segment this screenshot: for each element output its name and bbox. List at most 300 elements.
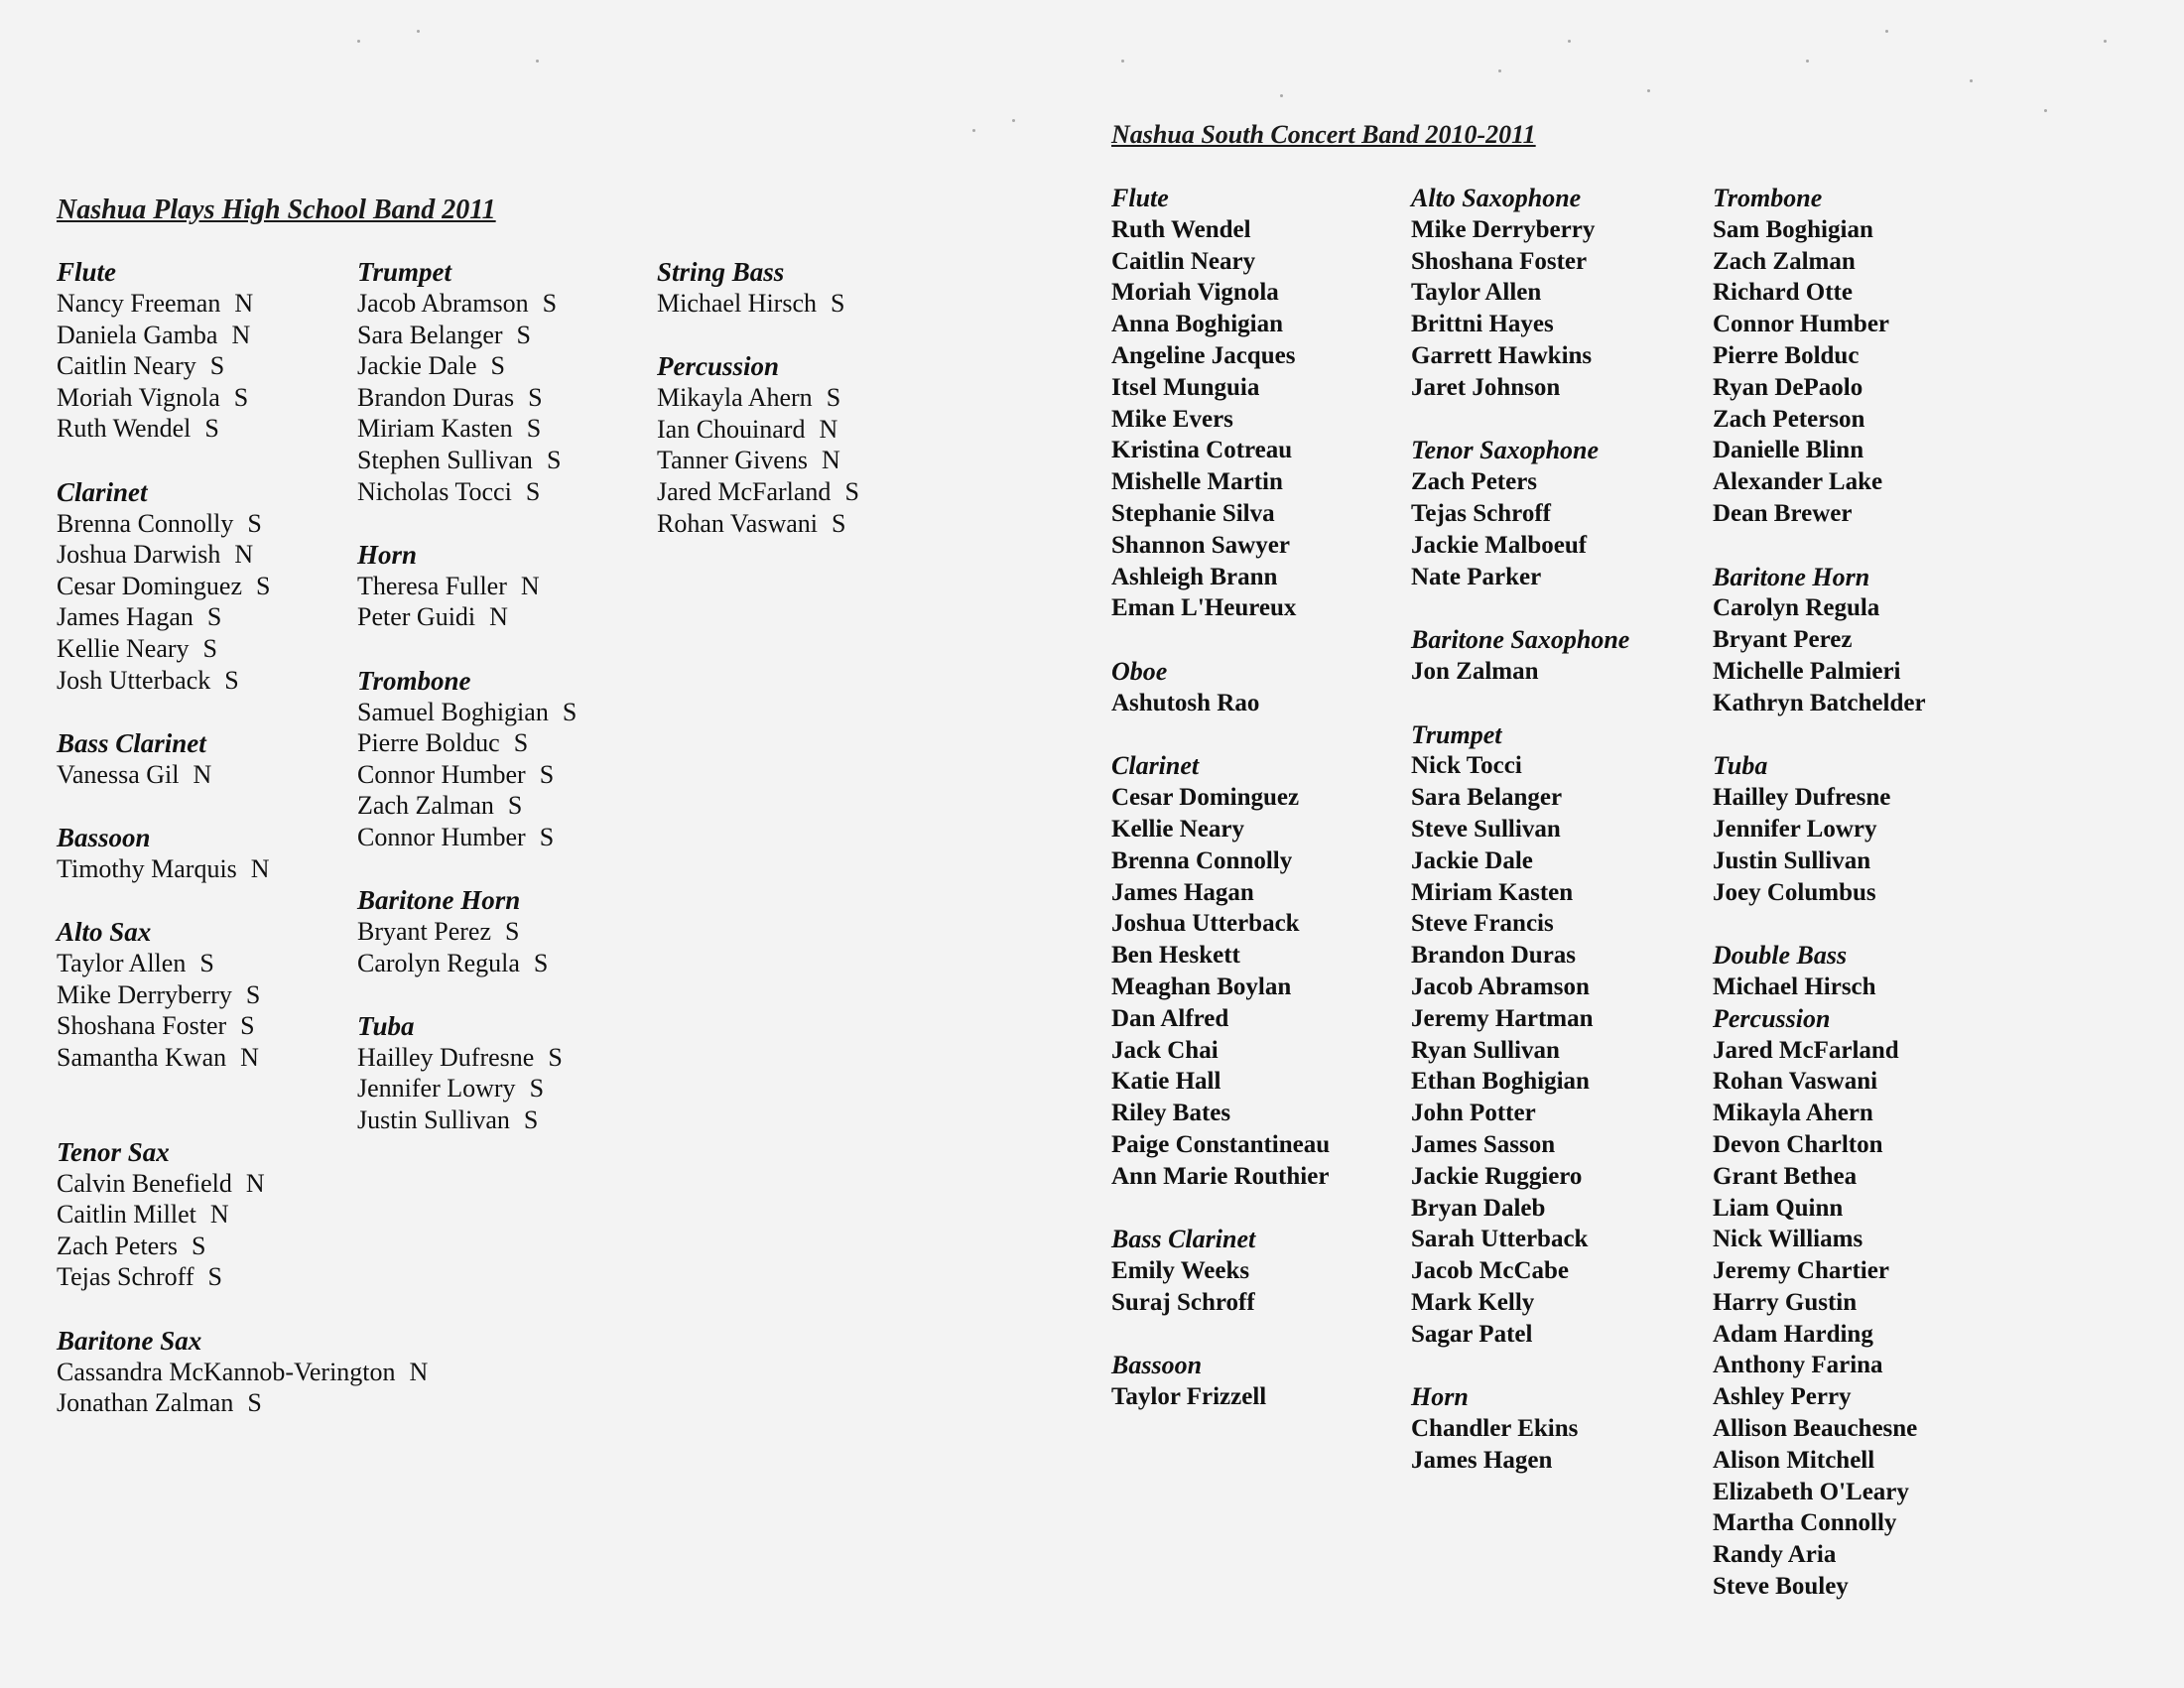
- print-speck: [1498, 69, 1501, 72]
- print-speck: [1121, 60, 1124, 63]
- member-name: Anthony Farina: [1713, 1352, 1883, 1379]
- member-name: Steve Sullivan: [1411, 815, 1561, 843]
- section-heading: Trombone: [357, 665, 471, 696]
- section-clarinet: [57, 476, 354, 697]
- member-name: Anna Boghigian: [1111, 311, 1283, 338]
- school-code: S: [516, 320, 532, 349]
- member-name: Steve Francis: [1411, 910, 1554, 938]
- school-code: S: [533, 948, 549, 977]
- member-name: Devon Charlton: [1713, 1130, 1883, 1158]
- section-alto-sax: [57, 916, 354, 1073]
- roster-entry: [57, 1042, 354, 1074]
- school-code: N: [409, 1357, 429, 1386]
- section-heading: Tuba: [357, 1010, 415, 1041]
- member-name: Jared McFarland: [657, 476, 832, 506]
- section-trumpet: [357, 256, 655, 507]
- member-name: Justin Sullivan: [1713, 846, 1871, 874]
- member-name: Allison Beauchesne: [1713, 1415, 1918, 1443]
- member-name: Taylor Allen: [1411, 279, 1542, 307]
- member-name: Garrett Hawkins: [1411, 341, 1593, 369]
- roster-entry: [357, 916, 655, 948]
- right-column-2: [1411, 183, 1709, 1477]
- member-name: Timothy Marquis: [57, 853, 237, 883]
- school-code: N: [231, 320, 251, 349]
- member-name: Pierre Bolduc: [1713, 341, 1860, 369]
- member-name: Brandon Duras: [357, 382, 515, 412]
- member-name: Mike Evers: [1111, 405, 1233, 433]
- member-name: Jonathan Zalman: [57, 1388, 234, 1418]
- member-name: Joshua Darwish: [57, 540, 221, 570]
- member-name: Ashley Perry: [1713, 1383, 1852, 1411]
- section-heading: String Bass: [657, 257, 785, 287]
- section-spacer: [1713, 908, 2010, 940]
- school-code: S: [202, 633, 218, 663]
- school-code: S: [247, 508, 262, 538]
- roster-entry: [357, 320, 655, 351]
- member-name: Theresa Fuller: [357, 571, 507, 600]
- member-name: Dan Alfred: [1111, 1004, 1229, 1032]
- member-name: Jennifer Lowry: [357, 1074, 516, 1104]
- section-heading: Baritone Horn: [1713, 562, 1870, 591]
- roster-entry: [57, 1231, 354, 1262]
- member-name: Rohan Vaswani: [657, 508, 819, 538]
- school-code: N: [240, 1042, 259, 1072]
- member-name: Tanner Givens: [657, 446, 808, 475]
- section-heading: Oboe: [1111, 656, 1168, 686]
- member-name: Jared McFarland: [1713, 1036, 1899, 1064]
- roster-entry: [57, 571, 354, 602]
- roster-entry: [357, 476, 655, 508]
- section-spacer: [57, 1073, 354, 1104]
- section-heading: Bassoon: [1111, 1351, 1203, 1380]
- section-spacer: [57, 696, 354, 727]
- section-horn: [1411, 1381, 1709, 1476]
- school-code: N: [209, 1200, 229, 1230]
- print-speck: [536, 60, 539, 63]
- section-spacer: [1411, 592, 1709, 624]
- member-name: Michael Hirsch: [657, 289, 818, 318]
- member-name: Randy Aria: [1713, 1541, 1837, 1569]
- member-name: Rohan Vaswani: [1713, 1068, 1878, 1096]
- member-name: Kristina Cotreau: [1111, 437, 1293, 464]
- member-name: Alexander Lake: [1713, 468, 1883, 496]
- school-code: S: [247, 1388, 262, 1418]
- roster-entry: [357, 1042, 655, 1074]
- section-heading: Trumpet: [357, 257, 452, 287]
- member-name: Taylor Allen: [57, 949, 187, 978]
- section-heading: Flute: [57, 257, 117, 287]
- member-name: Brenna Connolly: [57, 508, 234, 538]
- section-heading: Trombone: [1713, 184, 1823, 212]
- section-bassoon: [1111, 1350, 1409, 1413]
- school-code: S: [207, 1262, 222, 1292]
- member-name: Adam Harding: [1713, 1320, 1873, 1348]
- member-name: Zach Peters: [57, 1231, 179, 1260]
- print-speck: [1806, 60, 1809, 63]
- member-name: Carolyn Regula: [1713, 594, 1880, 622]
- member-name: Ann Marie Routhier: [1111, 1162, 1330, 1190]
- member-name: Ruth Wendel: [1111, 215, 1251, 243]
- right-column-3: [1713, 183, 2010, 1603]
- member-name: Jennifer Lowry: [1713, 815, 1877, 843]
- section-trombone: [357, 665, 655, 853]
- member-name: Jeremy Chartier: [1713, 1257, 1889, 1285]
- member-name: Nate Parker: [1411, 563, 1542, 590]
- member-name: Caitlin Millet: [57, 1200, 196, 1230]
- school-code: S: [233, 382, 249, 412]
- member-name: Meaghan Boylan: [1111, 973, 1292, 1000]
- section-heading: Alto Sax: [57, 917, 152, 948]
- member-name: James Hagan: [1111, 878, 1254, 906]
- member-name: Jon Zalman: [1411, 657, 1539, 685]
- print-speck: [1568, 40, 1571, 43]
- section-tuba: [1713, 750, 2010, 908]
- roster-entry: [357, 727, 655, 759]
- school-code: N: [821, 446, 840, 475]
- member-name: Zach Peters: [1411, 468, 1538, 496]
- member-name: Shoshana Foster: [57, 1011, 227, 1041]
- section-trombone: [1713, 183, 2010, 530]
- roster-entry: [57, 1199, 354, 1231]
- section-heading: Tenor Saxophone: [1411, 436, 1600, 465]
- print-speck: [417, 30, 420, 33]
- section-heading: Baritone Horn: [357, 885, 521, 916]
- member-name: Vanessa Gil: [57, 759, 180, 789]
- school-code: S: [490, 351, 506, 381]
- section-heading: Clarinet: [57, 476, 148, 507]
- member-name: Angeline Jacques: [1111, 341, 1296, 369]
- roster-entry: [357, 571, 655, 602]
- roster-entry: [657, 382, 955, 414]
- section-spacer: [1111, 1319, 1409, 1351]
- member-name: Mark Kelly: [1411, 1288, 1535, 1316]
- member-name: Mike Derryberry: [57, 979, 232, 1009]
- member-name: Caitlin Neary: [57, 351, 196, 381]
- member-name: Miriam Kasten: [1411, 878, 1574, 906]
- member-name: Jackie Dale: [357, 351, 477, 381]
- left-column-3: [657, 256, 955, 539]
- member-name: Suraj Schroff: [1111, 1288, 1255, 1316]
- member-name: Richard Otte: [1713, 279, 1853, 307]
- school-code: S: [245, 979, 261, 1009]
- roster-entry: [57, 1261, 354, 1293]
- member-name: Sara Belanger: [357, 320, 503, 349]
- member-name: Josh Utterback: [57, 665, 211, 695]
- section-heading: Flute: [1111, 184, 1169, 212]
- member-name: Brenna Connolly: [1111, 846, 1293, 874]
- member-name: John Potter: [1411, 1100, 1536, 1127]
- section-double-bass: [1713, 940, 2010, 1003]
- school-code: S: [826, 383, 841, 413]
- member-name: Jaret Johnson: [1411, 373, 1561, 401]
- member-name: Samuel Boghigian: [357, 697, 549, 726]
- section-heading: Horn: [1411, 1382, 1469, 1412]
- member-name: Ben Heskett: [1111, 942, 1240, 970]
- member-name: Ruth Wendel: [57, 414, 192, 444]
- member-name: Brandon Duras: [1411, 942, 1577, 970]
- school-code: S: [256, 571, 271, 600]
- member-name: Sarah Utterback: [1411, 1226, 1589, 1253]
- section-spacer: [57, 1104, 354, 1136]
- section-percussion: [1713, 1003, 2010, 1603]
- member-name: Martha Connolly: [1713, 1509, 1897, 1537]
- member-name: Ashutosh Rao: [1111, 689, 1260, 716]
- section-heading: Bass Clarinet: [57, 727, 206, 758]
- member-name: Cesar Dominguez: [1111, 784, 1300, 812]
- section-spacer: [1111, 719, 1409, 751]
- section-horn: [357, 539, 655, 633]
- roster-entry: [357, 1104, 655, 1136]
- section-tenor-saxophone: [1411, 435, 1709, 592]
- member-name: Cassandra McKannob-Verington: [57, 1357, 396, 1386]
- member-name: Brittni Hayes: [1411, 311, 1554, 338]
- section-alto-saxophone: [1411, 183, 1709, 404]
- section-trumpet: [1411, 719, 1709, 1351]
- section-heading: Percussion: [657, 351, 780, 382]
- school-code: S: [507, 791, 523, 821]
- section-spacer: [357, 978, 655, 1010]
- member-name: Ryan DePaolo: [1713, 373, 1863, 401]
- member-name: Grant Bethea: [1713, 1162, 1858, 1190]
- school-code: N: [489, 602, 508, 632]
- member-name: Shannon Sawyer: [1111, 531, 1290, 559]
- member-name: Ryan Sullivan: [1411, 1036, 1560, 1064]
- member-name: Caitlin Neary: [1111, 247, 1256, 275]
- roster-entry: [57, 665, 354, 697]
- member-name: Eman L'Heureux: [1111, 594, 1297, 622]
- print-speck: [1970, 79, 1973, 82]
- section-spacer: [57, 790, 354, 822]
- print-speck: [2104, 40, 2107, 43]
- section-spacer: [1411, 404, 1709, 436]
- member-name: Ian Chouinard: [657, 414, 806, 444]
- member-name: Joey Columbus: [1713, 878, 1876, 906]
- member-name: Jacob Abramson: [1411, 973, 1590, 1000]
- roster-entry: [57, 601, 354, 633]
- print-speck: [1647, 89, 1650, 92]
- member-name: Nick Williams: [1713, 1226, 1863, 1253]
- roster-entry: [57, 853, 354, 885]
- roster-entry: [57, 1010, 354, 1042]
- roster-entry: [57, 508, 354, 540]
- section-spacer: [1111, 624, 1409, 656]
- member-name: Samantha Kwan: [57, 1042, 227, 1072]
- member-name: Steve Bouley: [1713, 1573, 1849, 1601]
- roster-entry: [57, 633, 354, 665]
- section-heading: Bassoon: [57, 822, 151, 852]
- member-name: Jackie Dale: [1411, 846, 1533, 874]
- member-name: Itsel Munguia: [1111, 373, 1260, 401]
- member-name: Moriah Vignola: [1111, 279, 1279, 307]
- section-bass-clarinet: [1111, 1224, 1409, 1318]
- school-code: N: [520, 571, 540, 600]
- roster-entry: [57, 320, 354, 351]
- school-code: S: [546, 445, 562, 474]
- section-heading: Tuba: [1713, 751, 1768, 781]
- member-name: Nancy Freeman: [57, 289, 221, 318]
- member-name: Tejas Schroff: [1411, 499, 1551, 527]
- print-speck: [972, 129, 975, 132]
- roster-entry: [657, 476, 955, 508]
- section-heading: Bass Clarinet: [1111, 1225, 1256, 1254]
- section-baritone-horn: [1713, 562, 2010, 719]
- member-name: Stephanie Silva: [1111, 499, 1275, 527]
- roster-entry: [57, 350, 354, 382]
- section-tenor-sax: [57, 1136, 354, 1293]
- school-code: N: [819, 414, 838, 444]
- section-spacer: [1411, 688, 1709, 719]
- school-code: S: [525, 476, 541, 506]
- member-name: Cesar Dominguez: [57, 571, 243, 600]
- roster-entry: [357, 288, 655, 320]
- member-name: Alison Mitchell: [1713, 1446, 1875, 1474]
- member-name: Ashleigh Brann: [1111, 563, 1278, 590]
- section-heading: Tenor Sax: [57, 1136, 170, 1167]
- section-spacer: [357, 853, 655, 885]
- member-name: Michelle Palmieri: [1713, 657, 1901, 685]
- section-spacer: [657, 320, 955, 351]
- section-baritone-saxophone: [1411, 624, 1709, 688]
- roster-entry: [57, 539, 354, 571]
- section-flute: [1111, 183, 1409, 624]
- member-name: Emily Weeks: [1111, 1257, 1250, 1285]
- left-program-title: Nashua Plays High School Band 2011: [57, 195, 496, 225]
- member-name: Zach Zalman: [1713, 247, 1856, 275]
- school-code: S: [844, 476, 859, 506]
- member-name: Connor Humber: [357, 759, 526, 789]
- member-name: Bryan Daleb: [1411, 1194, 1546, 1222]
- school-code: S: [523, 1105, 539, 1135]
- section-heading: Alto Saxophone: [1411, 184, 1582, 212]
- member-name: Paige Constantineau: [1111, 1130, 1331, 1158]
- member-name: Elizabeth O'Leary: [1713, 1478, 1909, 1505]
- member-name: Hailley Dufresne: [1713, 784, 1891, 812]
- member-name: Riley Bates: [1111, 1100, 1231, 1127]
- member-name: Sagar Patel: [1411, 1320, 1533, 1348]
- member-name: Jacob Abramson: [357, 289, 529, 318]
- section-heading: Percussion: [1713, 1003, 1831, 1033]
- member-name: Nick Tocci: [1411, 752, 1522, 780]
- roster-entry: [357, 382, 655, 414]
- member-name: Zach Zalman: [357, 791, 494, 821]
- member-name: Stephen Sullivan: [357, 445, 533, 474]
- roster-entry: [57, 1387, 354, 1419]
- school-code: S: [209, 351, 225, 381]
- school-code: N: [245, 1168, 265, 1198]
- member-name: Jackie Ruggiero: [1411, 1162, 1583, 1190]
- member-name: Pierre Bolduc: [357, 728, 500, 758]
- roster-entry: [357, 948, 655, 979]
- member-name: Liam Quinn: [1713, 1194, 1844, 1222]
- member-name: Harry Gustin: [1713, 1288, 1858, 1316]
- roster-entry: [57, 1168, 354, 1200]
- school-code: S: [548, 1042, 563, 1072]
- school-code: S: [528, 382, 543, 412]
- member-name: Kellie Neary: [57, 633, 190, 663]
- school-code: S: [206, 602, 222, 632]
- member-name: Mishelle Martin: [1111, 468, 1283, 496]
- roster-entry: [657, 414, 955, 446]
- school-code: S: [529, 1074, 545, 1104]
- member-name: Chandler Ekins: [1411, 1415, 1579, 1443]
- member-name: Kathryn Batchelder: [1713, 689, 1926, 716]
- member-name: Jeremy Hartman: [1411, 1004, 1594, 1032]
- member-name: Moriah Vignola: [57, 382, 220, 412]
- roster-entry: [357, 790, 655, 822]
- roster-entry: [657, 445, 955, 476]
- member-name: Peter Guidi: [357, 602, 476, 632]
- member-name: Michael Hirsch: [1713, 973, 1876, 1000]
- school-code: S: [224, 665, 239, 695]
- print-speck: [1280, 94, 1283, 97]
- roster-entry: [357, 697, 655, 728]
- right-column-1: [1111, 183, 1409, 1413]
- section-oboe: [1111, 656, 1409, 719]
- roster-entry: [357, 413, 655, 445]
- member-name: James Hagan: [57, 602, 193, 632]
- section-tuba: [357, 1010, 655, 1136]
- member-name: Bryant Perez: [357, 917, 492, 947]
- section-flute: [57, 256, 354, 445]
- section-heading: Trumpet: [1411, 719, 1502, 749]
- member-name: Katie Hall: [1111, 1068, 1221, 1096]
- section-string-bass: [657, 256, 955, 320]
- member-name: James Hagen: [1411, 1446, 1553, 1474]
- member-name: Mike Derryberry: [1411, 215, 1596, 243]
- section-bass-clarinet: [57, 727, 354, 791]
- member-name: Hailley Dufresne: [357, 1042, 535, 1072]
- section-heading: Horn: [357, 539, 418, 570]
- section-spacer: [1713, 530, 2010, 562]
- member-name: Danielle Blinn: [1713, 437, 1864, 464]
- school-code: S: [526, 414, 542, 444]
- roster-entry: [57, 382, 354, 414]
- school-code: S: [204, 414, 219, 444]
- member-name: Shoshana Foster: [1411, 247, 1588, 275]
- member-name: Joshua Utterback: [1111, 910, 1300, 938]
- school-code: S: [542, 289, 558, 318]
- school-code: S: [832, 508, 846, 538]
- section-heading: Baritone Saxophone: [1411, 625, 1630, 655]
- member-name: Connor Humber: [1713, 311, 1890, 338]
- roster-entry: [57, 948, 354, 979]
- school-code: N: [234, 289, 254, 318]
- school-code: S: [831, 289, 845, 318]
- school-code: N: [193, 759, 212, 789]
- roster-entry: [357, 350, 655, 382]
- member-name: Zach Peterson: [1713, 405, 1865, 433]
- section-heading: Baritone Sax: [57, 1325, 202, 1356]
- member-name: Jacob McCabe: [1411, 1257, 1569, 1285]
- section-spacer: [1111, 1193, 1409, 1225]
- school-code: S: [199, 949, 214, 978]
- left-column-2: [357, 256, 655, 1136]
- section-spacer: [1411, 1350, 1709, 1381]
- print-speck: [1885, 30, 1888, 33]
- member-name: Daniela Gamba: [57, 320, 218, 349]
- member-name: Connor Humber: [357, 822, 526, 851]
- member-name: Ethan Boghigian: [1411, 1068, 1590, 1096]
- member-name: Taylor Frizzell: [1111, 1383, 1267, 1411]
- print-speck: [1012, 119, 1015, 122]
- section-bassoon: [57, 822, 354, 885]
- section-spacer: [357, 633, 655, 665]
- roster-entry: [357, 1073, 655, 1104]
- school-code: S: [513, 728, 529, 758]
- school-code: S: [539, 759, 555, 789]
- member-name: Calvin Benefield: [57, 1168, 232, 1198]
- roster-entry: [57, 413, 354, 445]
